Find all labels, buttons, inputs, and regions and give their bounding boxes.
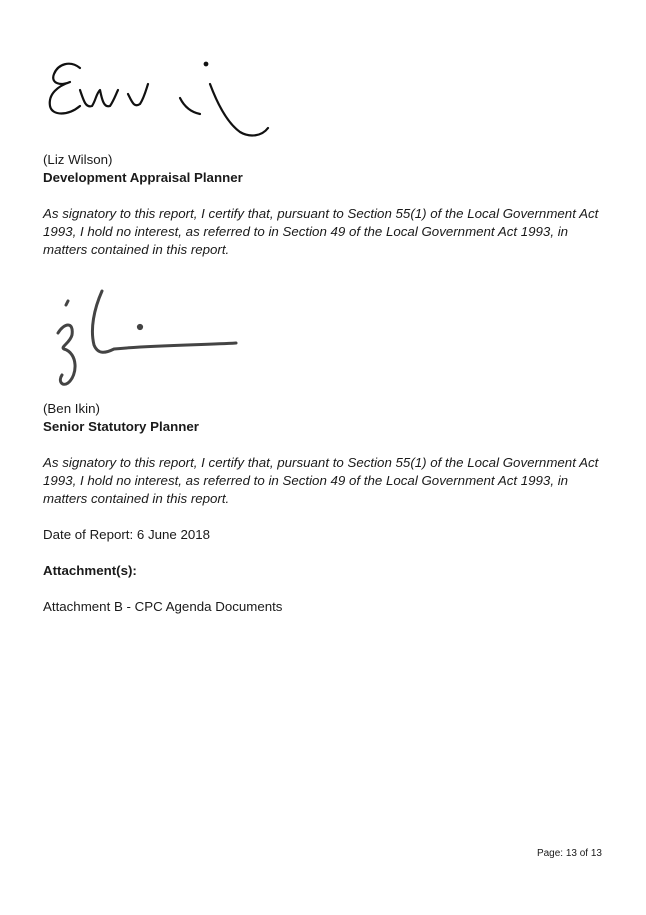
attachments-heading: Attachment(s):	[43, 563, 137, 578]
signatory2-role: Senior Statutory Planner	[43, 419, 199, 434]
page-number: Page: 13 of 13	[536, 848, 602, 859]
signature-ben-ikin	[44, 283, 244, 395]
signatory2-certification: As signatory to this report, I certify that, pursuant to Section 55(1) of the Local Government Act 1993, I hold no interest, as referred to in Section 49 of the Local Government Act 1993, in matters contained in this report.	[43, 455, 599, 506]
signatory1-name: (Liz Wilson)	[43, 152, 113, 167]
signatory1-certification: As signatory to this report, I certify that, pursuant to Section 55(1) of the Local Government Act 1993, I hold no interest, as referred to in Section 49 of the Local Government Act 1993, in matters contained in this report.	[43, 206, 599, 257]
signature-liz-wilson	[40, 50, 280, 145]
signatory1-role: Development Appraisal Planner	[43, 170, 243, 185]
attachment-item: Attachment B - CPC Agenda Documents	[43, 599, 283, 614]
date-of-report: Date of Report: 6 June 2018	[43, 527, 211, 542]
signatory2-name: (Ben Ikin)	[43, 401, 100, 416]
